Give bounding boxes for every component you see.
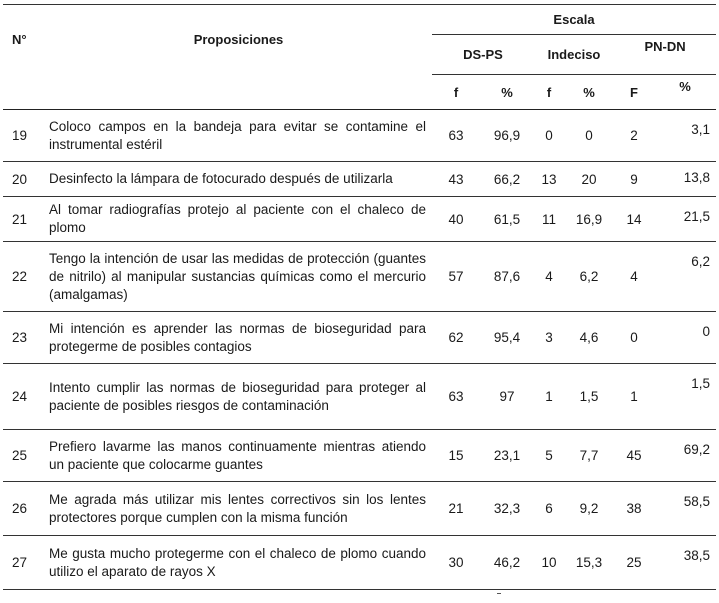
table-row xyxy=(3,430,716,482)
cell-pn-dn-f: 4 xyxy=(614,242,654,312)
cell-ds-ps-percent: 95,4 xyxy=(480,312,534,364)
cell-ds-ps-f: 63 xyxy=(432,364,480,430)
survey-table xyxy=(3,4,716,590)
proposition-text: Mi intención es aprender las normas de bioseguridad para protegerme de posibles contagios xyxy=(45,312,432,364)
proposition-text: Desinfecto la lámpara de fotocurado después de utilizarla xyxy=(45,162,432,197)
table-row xyxy=(3,536,716,590)
cell-indeciso-percent: 16,9 xyxy=(564,197,614,242)
group-header-ds-ps: DS-PS xyxy=(432,35,534,75)
row-number: 23 xyxy=(3,312,45,364)
row-number: 20 xyxy=(3,162,45,197)
cell-indeciso-percent: 4,6 xyxy=(564,312,614,364)
cell-indeciso-percent: 0 xyxy=(564,110,614,162)
cell-indeciso-percent: 15,3 xyxy=(564,536,614,590)
cell-pn-dn-percent: 69,2 xyxy=(654,430,716,482)
row-number: 22 xyxy=(3,242,45,312)
row-number: 25 xyxy=(3,430,45,482)
table-row xyxy=(3,162,716,197)
cell-ds-ps-percent: 87,6 xyxy=(480,242,534,312)
cell-pn-dn-f: 1 xyxy=(614,364,654,430)
cell-ds-ps-f: 15 xyxy=(432,430,480,482)
cell-indeciso-f: 13 xyxy=(534,162,564,197)
table-row xyxy=(3,197,716,242)
subheader-f: f xyxy=(432,75,480,110)
cell-indeciso-f: 5 xyxy=(534,430,564,482)
table-row xyxy=(3,312,716,364)
cell-pn-dn-percent: 0 xyxy=(654,312,716,364)
cell-pn-dn-f: 2 xyxy=(614,110,654,162)
proposition-text: Intento cumplir las normas de bioseguridad para proteger al paciente de posibles riesgos de contaminación xyxy=(45,364,432,430)
cell-pn-dn-f: 25 xyxy=(614,536,654,590)
proposition-text: Coloco campos en la bandeja para evitar se contamine el instrumental estéril xyxy=(45,110,432,162)
cell-pn-dn-f: 38 xyxy=(614,482,654,536)
cell-pn-dn-percent: 3,1 xyxy=(654,110,716,162)
cell-ds-ps-percent: 32,3 xyxy=(480,482,534,536)
column-header-scale: Escala xyxy=(432,5,716,35)
cell-indeciso-f: 4 xyxy=(534,242,564,312)
cell-indeciso-f: 1 xyxy=(534,364,564,430)
cell-ds-ps-percent: 23,1 xyxy=(480,430,534,482)
cell-pn-dn-percent: 21,5 xyxy=(654,197,716,242)
header-blank-cell xyxy=(3,75,45,110)
cell-ds-ps-percent: 97 xyxy=(480,364,534,430)
header-row-subcolumns xyxy=(3,75,716,110)
cell-pn-dn-percent: 6,2 xyxy=(654,242,716,312)
cell-pn-dn-percent: 1,5 xyxy=(654,364,716,430)
column-header-number: N° xyxy=(3,5,45,75)
row-number: 26 xyxy=(3,482,45,536)
row-number: 27 xyxy=(3,536,45,590)
header-blank-cell xyxy=(45,75,432,110)
cell-ds-ps-f: 43 xyxy=(432,162,480,197)
proposition-text: Tengo la intención de usar las medidas de protección (guantes de nitrilo) al manipular sustancias químicas como el mercurio (amalgamas) xyxy=(45,242,432,312)
cell-pn-dn-percent: 58,5 xyxy=(654,482,716,536)
subheader-percent: % xyxy=(480,75,534,110)
group-header-indeciso: Indeciso xyxy=(534,35,614,75)
header-row-scale xyxy=(3,5,716,35)
cell-pn-dn-f: 14 xyxy=(614,197,654,242)
survey-table-container xyxy=(3,4,716,590)
cell-ds-ps-f: 57 xyxy=(432,242,480,312)
cell-ds-ps-percent: 66,2 xyxy=(480,162,534,197)
subheader-percent: % xyxy=(654,75,716,110)
cell-indeciso-f: 6 xyxy=(534,482,564,536)
proposition-text: Me agrada más utilizar mis lentes correctivos sin los lentes protectores porque cumplen con la misma función xyxy=(45,482,432,536)
subheader-f: F xyxy=(614,75,654,110)
cell-indeciso-f: 11 xyxy=(534,197,564,242)
cell-indeciso-percent: 9,2 xyxy=(564,482,614,536)
cell-indeciso-f: 0 xyxy=(534,110,564,162)
proposition-text: Al tomar radiografías protejo al paciente con el chaleco de plomo xyxy=(45,197,432,242)
cell-ds-ps-percent: 46,2 xyxy=(480,536,534,590)
cell-pn-dn-f: 9 xyxy=(614,162,654,197)
row-number: 19 xyxy=(3,110,45,162)
row-number: 21 xyxy=(3,197,45,242)
table-row xyxy=(3,482,716,536)
cell-ds-ps-percent: 61,5 xyxy=(480,197,534,242)
column-header-propositions: Proposiciones xyxy=(45,5,432,75)
cell-indeciso-f: 10 xyxy=(534,536,564,590)
cell-ds-ps-f: 62 xyxy=(432,312,480,364)
cell-pn-dn-percent: 38,5 xyxy=(654,536,716,590)
table-body xyxy=(3,110,716,590)
cell-indeciso-percent: 7,7 xyxy=(564,430,614,482)
divider-mark xyxy=(497,593,501,594)
proposition-text: Prefiero lavarme las manos continuamente mientras atiendo un paciente que colocarme guantes xyxy=(45,430,432,482)
cell-indeciso-percent: 6,2 xyxy=(564,242,614,312)
proposition-text: Me gusta mucho protegerme con el chaleco de plomo cuando utilizo el aparato de rayos X xyxy=(45,536,432,590)
cell-ds-ps-f: 21 xyxy=(432,482,480,536)
group-header-pn-dn: PN-DN xyxy=(614,35,716,75)
cell-indeciso-percent: 1,5 xyxy=(564,364,614,430)
cell-indeciso-percent: 20 xyxy=(564,162,614,197)
subheader-percent: % xyxy=(564,75,614,110)
cell-pn-dn-f: 45 xyxy=(614,430,654,482)
subheader-f: f xyxy=(534,75,564,110)
cell-ds-ps-f: 30 xyxy=(432,536,480,590)
cell-ds-ps-f: 63 xyxy=(432,110,480,162)
cell-ds-ps-f: 40 xyxy=(432,197,480,242)
cell-pn-dn-f: 0 xyxy=(614,312,654,364)
cell-indeciso-f: 3 xyxy=(534,312,564,364)
row-number: 24 xyxy=(3,364,45,430)
cell-pn-dn-percent: 13,8 xyxy=(654,162,716,197)
table-row xyxy=(3,110,716,162)
table-row xyxy=(3,242,716,312)
table-row xyxy=(3,364,716,430)
cell-ds-ps-percent: 96,9 xyxy=(480,110,534,162)
